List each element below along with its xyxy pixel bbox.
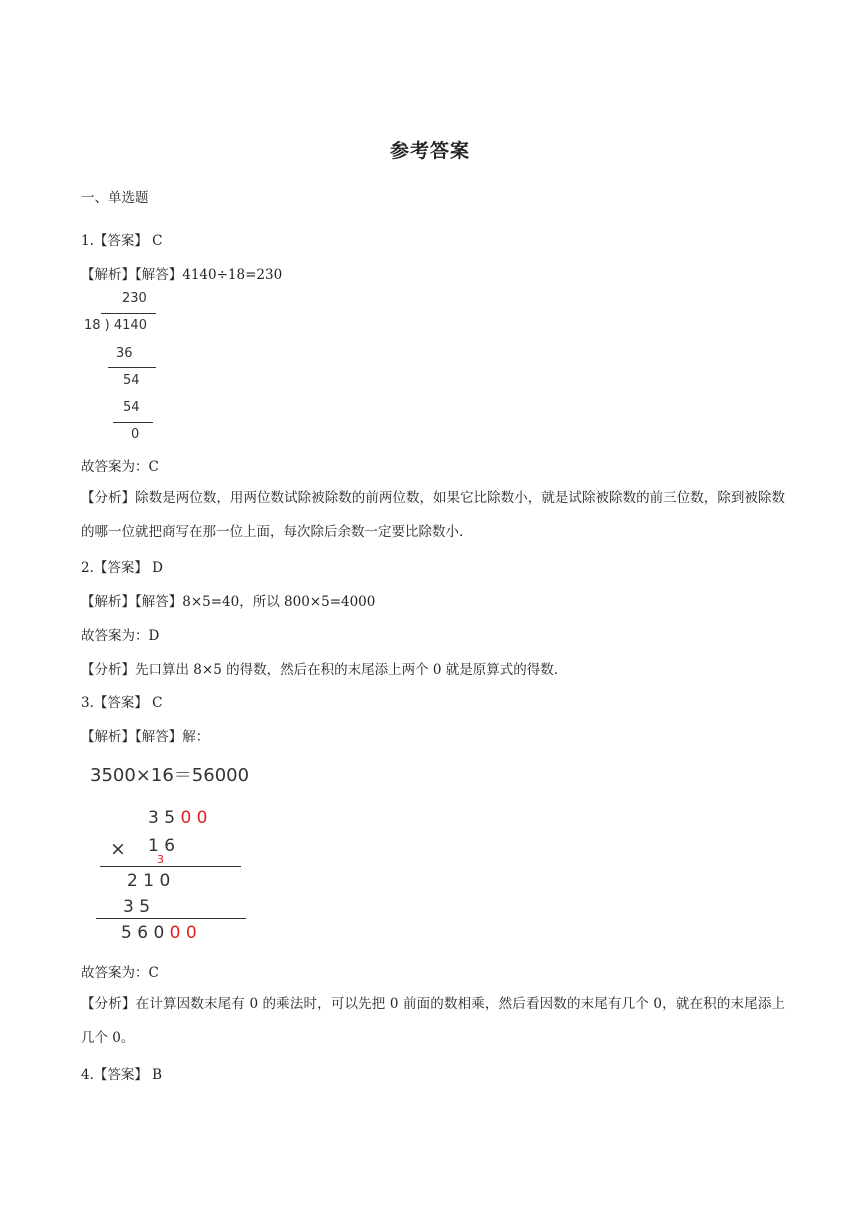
mult-result-digits: 5 6 0 bbox=[121, 923, 165, 943]
division-rule-1 bbox=[108, 367, 156, 368]
division-step-2: 54 bbox=[123, 373, 140, 388]
q3-answer: 3.【答案】 C bbox=[81, 695, 163, 711]
mult-partial-1: 2 1 0 bbox=[127, 871, 171, 891]
q3-explanation: 【分析】在计算因数末尾有 0 的乘法时，可以先把 0 前面的数相乘，然后看因数的末尾有几个 0，就在积的末尾添上几个 0。 bbox=[81, 996, 785, 1046]
division-bar bbox=[101, 313, 156, 314]
page-title: 参考答案 bbox=[389, 140, 470, 162]
q2-answer: 2.【答案】 D bbox=[81, 560, 163, 576]
mult-rule-1 bbox=[100, 866, 241, 867]
division-rule-2 bbox=[113, 422, 153, 423]
q2-analysis: 【解析】【解答】8×5=40，所以 800×5=4000 bbox=[81, 594, 376, 610]
mult-carry: 3 bbox=[157, 853, 164, 866]
section-heading: 一、单选题 bbox=[81, 190, 149, 206]
mult-top-digits: 3 5 bbox=[148, 808, 176, 828]
q2-conclusion: 故答案为：D bbox=[81, 628, 160, 644]
q3-analysis: 【解析】【解答】解： bbox=[81, 729, 210, 745]
mult-partial-2: 3 5 bbox=[123, 897, 151, 917]
mult-rule-2 bbox=[96, 918, 246, 919]
q1-analysis: 【解析】【解答】4140÷18=230 bbox=[81, 267, 283, 283]
q3-conclusion: 故答案为：C bbox=[81, 965, 159, 981]
q2-explanation: 【分析】先口算出 8×5 的得数，然后在积的末尾添上两个 0 就是原算式的得数. bbox=[81, 662, 559, 678]
division-step-1: 36 bbox=[116, 346, 133, 361]
division-remainder: 0 bbox=[131, 427, 140, 442]
mult-second-factor: 1 6 bbox=[148, 836, 176, 856]
division-step-3: 54 bbox=[123, 400, 140, 415]
mult-times-sign: × bbox=[110, 838, 126, 860]
q3-equation: 3500×16＝56000 bbox=[90, 765, 250, 786]
q1-answer: 1.【答案】 C bbox=[81, 233, 163, 249]
division-divisor-dividend: 18 ) 4140 bbox=[84, 318, 147, 333]
q4-answer: 4.【答案】 B bbox=[81, 1067, 163, 1083]
mult-result-zeros: 0 0 bbox=[169, 923, 197, 943]
division-quotient: 230 bbox=[122, 291, 147, 306]
q1-conclusion: 故答案为：C bbox=[81, 459, 159, 475]
q1-explanation: 【分析】除数是两位数，用两位数试除被除数的前两位数，如果它比除数小，就是试除被除数的前三位数，除到被除数的哪一位就把商写在那一位上面，每次除后余数一定要比除数小. bbox=[81, 490, 785, 540]
mult-top-zeros: 0 0 bbox=[180, 808, 208, 828]
